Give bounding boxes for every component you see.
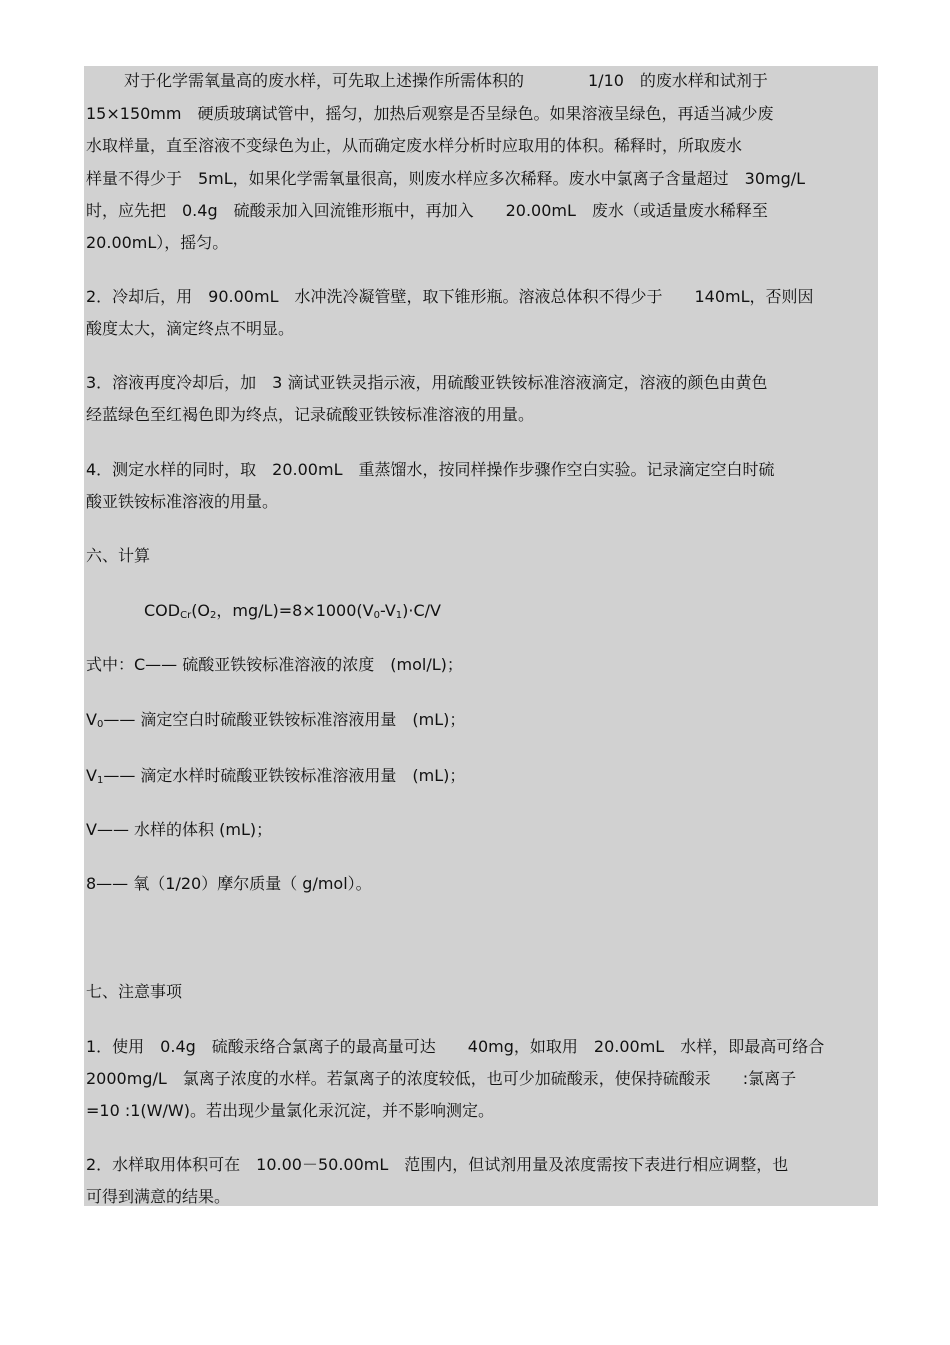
step-4-line-1: 4．测定水样的同时，取 20.00mL 重蒸馏水，按同样操作步骤作空白实验。记录滴定空白时硫	[86, 460, 775, 479]
formula-sub-1: 1	[395, 610, 403, 621]
note-1-line-2: 2000mg/L 氯离子浓度的水样。若氯离子的浓度较低，也可少加硫酸汞，使保持硫酸汞 :氯离子	[86, 1069, 797, 1088]
step-2-line-2: 酸度太大，滴定终点不明显。	[86, 319, 295, 338]
formula-part-end: )·C/V	[402, 601, 441, 620]
calc-heading: 六、计算	[86, 546, 151, 565]
def-v1-symbol: V	[86, 766, 97, 785]
def-v0-text: —— 滴定空白时硫酸亚铁铵标准溶液用量 (mL)；	[103, 710, 466, 729]
def-v1-text: —— 滴定水样时硫酸亚铁铵标准溶液用量 (mL)；	[103, 766, 466, 785]
formula-part-minus-v: -V	[379, 601, 396, 620]
notes-heading: 七、注意事项	[86, 982, 183, 1001]
intro-line-3: 水取样量，直至溶液不变绿色为止，从而确定废水样分析时应取用的体积。稀释时，所取废水	[86, 136, 743, 155]
def-v: V—— 水样的体积 (mL)；	[86, 820, 273, 839]
intro-line-4: 样量不得少于 5mL，如果化学需氧量很高，则废水样应多次稀释。废水中氯离子含量超过 30mg/L	[86, 169, 806, 188]
intro-line-5: 时，应先把 0.4g 硫酸汞加入回流锥形瓶中，再加入 20.00mL 废水（或适量废水稀释至	[86, 201, 768, 220]
formula-part-main: ，mg/L)=8×1000(V	[216, 601, 374, 620]
step-3-line-2: 经蓝绿色至红褐色即为终点，记录硫酸亚铁铵标准溶液的用量。	[86, 405, 535, 424]
intro-line-6: 20.00mL），摇匀。	[86, 233, 229, 252]
note-1-line-1: 1．使用 0.4g 硫酸汞络合氯离子的最高量可达 40mg，如取用 20.00mL 水样，即最高可络合	[86, 1037, 825, 1056]
formula-part-cod: COD	[144, 601, 181, 620]
intro-line-2: 15×150mm 硬质玻璃试管中，摇匀，加热后观察是否呈绿色。如果溶液呈绿色，再适当减少废	[86, 104, 774, 123]
def-v1	[86, 765, 465, 787]
note-2-line-1: 2．水样取用体积可在 10.00－50.00mL 范围内，但试剂用量及浓度需按下表进行相应调整，也	[86, 1155, 789, 1174]
def-c: 式中：C—— 硫酸亚铁铵标准溶液的浓度 (mol/L)；	[86, 655, 463, 674]
step-2-line-1: 2．冷却后，用 90.00mL 水冲洗冷凝管壁，取下锥形瓶。溶液总体积不得少于 140mL，否则因	[86, 287, 814, 306]
def-8: 8—— 氧（1/20）摩尔质量（ g/mol）。	[86, 874, 372, 893]
intro-line-1: 对于化学需氧量高的废水样，可先取上述操作所需体积的 1/10 的废水样和试剂于	[124, 71, 768, 90]
formula-sub-0: 0	[373, 610, 380, 621]
note-1-line-3: =10 :1(W/W)。若出现少量氯化汞沉淀，并不影响测定。	[86, 1101, 494, 1120]
def-v0-sub: 0	[96, 719, 104, 730]
step-3-line-1: 3．溶液再度冷却后，加 3 滴试亚铁灵指示液，用硫酸亚铁铵标准溶液滴定，溶液的颜色由黄色	[86, 373, 768, 392]
cod-formula	[144, 600, 441, 622]
def-v0-symbol: V	[86, 710, 97, 729]
note-2-line-2: 可得到满意的结果。	[86, 1187, 231, 1206]
formula-part-o: (O	[191, 601, 211, 620]
def-v1-sub: 1	[96, 775, 104, 786]
step-4-line-2: 酸亚铁铵标准溶液的用量。	[86, 492, 279, 511]
formula-sub-cr: Cr	[180, 610, 192, 621]
formula-sub-2: 2	[210, 610, 217, 621]
def-v0	[86, 709, 465, 731]
